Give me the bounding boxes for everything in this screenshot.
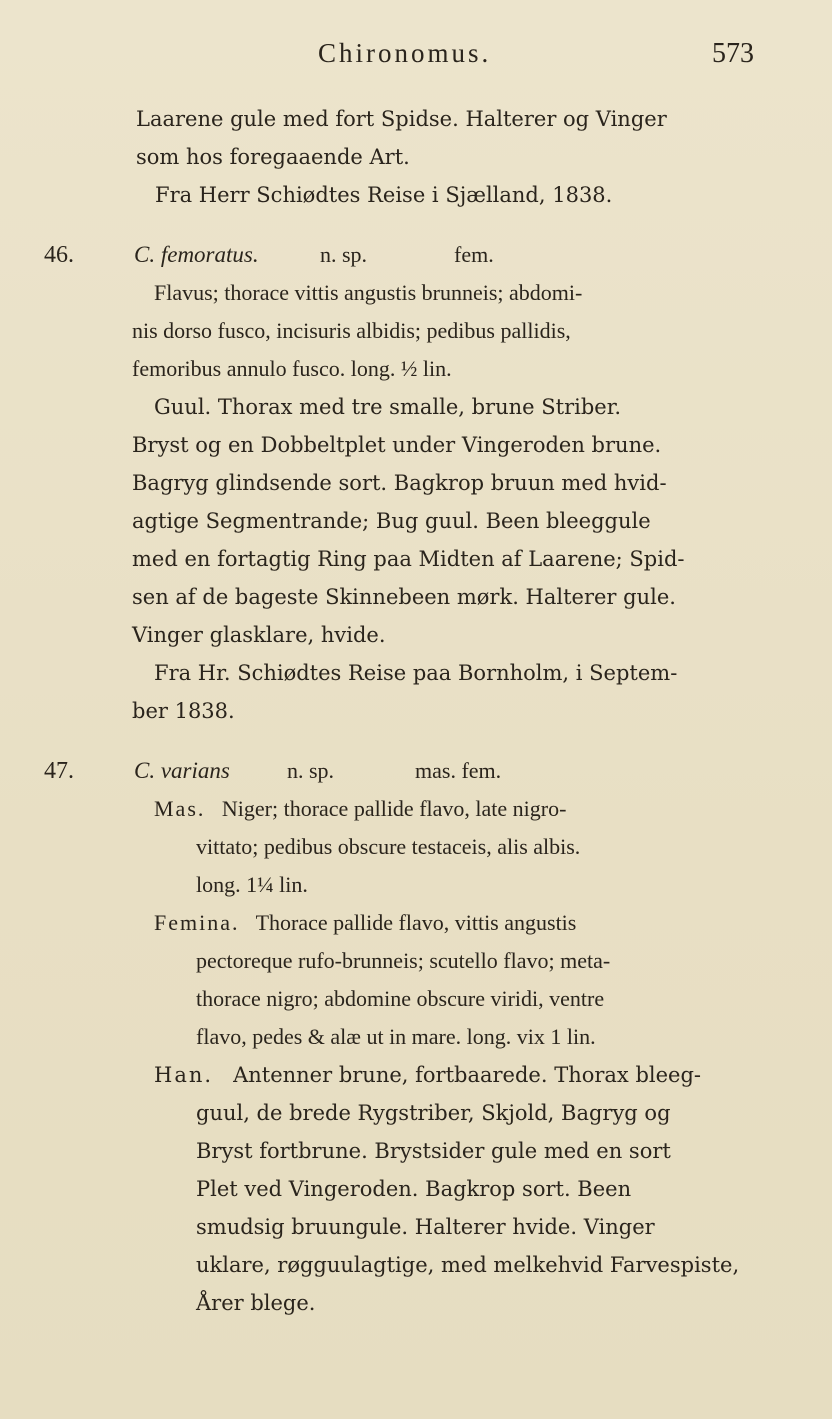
sex-label: fem.: [454, 242, 494, 267]
mas-label: Mas.: [154, 796, 206, 821]
latin-diagnosis: pectoreque rufo-brunneis; scutello flavo; meta-: [196, 948, 611, 973]
danish-description: Guul. Thorax med tre smalle, brune Striber.: [154, 395, 622, 419]
danish-description: Antenner brune, fortbaarede. Thorax bleeg-: [233, 1063, 702, 1087]
species-name: C. varians: [134, 758, 230, 783]
mas-diagnosis: [0, 790, 832, 828]
page-body: [0, 100, 832, 1322]
femina-diagnosis: [0, 904, 832, 942]
danish-description: med en fortagtig Ring paa Midten af Laarene; Spid-: [132, 547, 685, 571]
han-description: [0, 1056, 832, 1094]
locality: Fra Hr. Schiødtes Reise paa Bornholm, i Septem-: [154, 661, 678, 685]
species-number: 46.: [44, 242, 74, 268]
text-line: Laarene gule med fort Spidse. Halterer og Vinger: [136, 107, 667, 131]
danish-description: agtige Segmentrande; Bug guul. Been bleeggule: [132, 509, 651, 533]
han-label: Han.: [154, 1063, 214, 1087]
running-head: Chironomus.: [318, 38, 492, 68]
species-number: 47.: [44, 758, 74, 784]
species-name: C. femoratus.: [134, 242, 259, 267]
latin-diagnosis: Thorace pallide flavo, vittis angustis: [255, 910, 577, 935]
text-line: Fra Herr Schiødtes Reise i Sjælland, 1838.: [155, 183, 613, 207]
danish-description: Årer blege.: [196, 1291, 316, 1315]
danish-description: Bryst fortbrune. Brystsider gule med en sort: [196, 1139, 671, 1163]
novum-species: n. sp.: [287, 758, 335, 783]
latin-diagnosis: long. 1¼ lin.: [196, 872, 308, 897]
species-heading-47: [0, 752, 832, 790]
novum-species: n. sp.: [320, 242, 368, 267]
latin-diagnosis: Niger; thorace pallide flavo, late nigro-: [221, 796, 567, 821]
latin-diagnosis: Flavus; thorace vittis angustis brunneis; abdomi-: [154, 280, 583, 305]
danish-description: Bagryg glindsende sort. Bagkrop bruun med hvid-: [132, 471, 667, 495]
latin-diagnosis: femoribus annulo fusco. long. ½ lin.: [132, 356, 452, 381]
text-line: som hos foregaaende Art.: [136, 145, 410, 169]
danish-description: guul, de brede Rygstriber, Skjold, Bagryg og: [196, 1101, 671, 1125]
femina-label: Femina.: [154, 910, 240, 935]
danish-description: uklare, røgguulagtige, med melkehvid Farvespiste,: [196, 1253, 740, 1277]
species-heading-46: [0, 236, 832, 274]
page-number: 573: [712, 38, 754, 69]
page-header: [0, 38, 832, 78]
danish-description: Bryst og en Dobbeltplet under Vingeroden brune.: [132, 433, 662, 457]
latin-diagnosis: vittato; pedibus obscure testaceis, alis albis.: [196, 834, 581, 859]
latin-diagnosis: nis dorso fusco, incisuris albidis; pedibus pallidis,: [132, 318, 571, 343]
danish-description: sen af de bageste Skinnebeen mørk. Halterer gule.: [132, 585, 676, 609]
danish-description: Vinger glasklare, hvide.: [132, 623, 386, 647]
danish-description: smudsig bruungule. Halterer hvide. Vinger: [196, 1215, 655, 1239]
latin-diagnosis: thorace nigro; abdomine obscure viridi, ventre: [196, 986, 605, 1011]
danish-description: Plet ved Vingeroden. Bagkrop sort. Been: [196, 1177, 632, 1201]
sex-label: mas. fem.: [415, 758, 502, 783]
latin-diagnosis: flavo, pedes & alæ ut in mare. long. vix 1 lin.: [196, 1024, 596, 1049]
locality: ber 1838.: [132, 699, 235, 723]
